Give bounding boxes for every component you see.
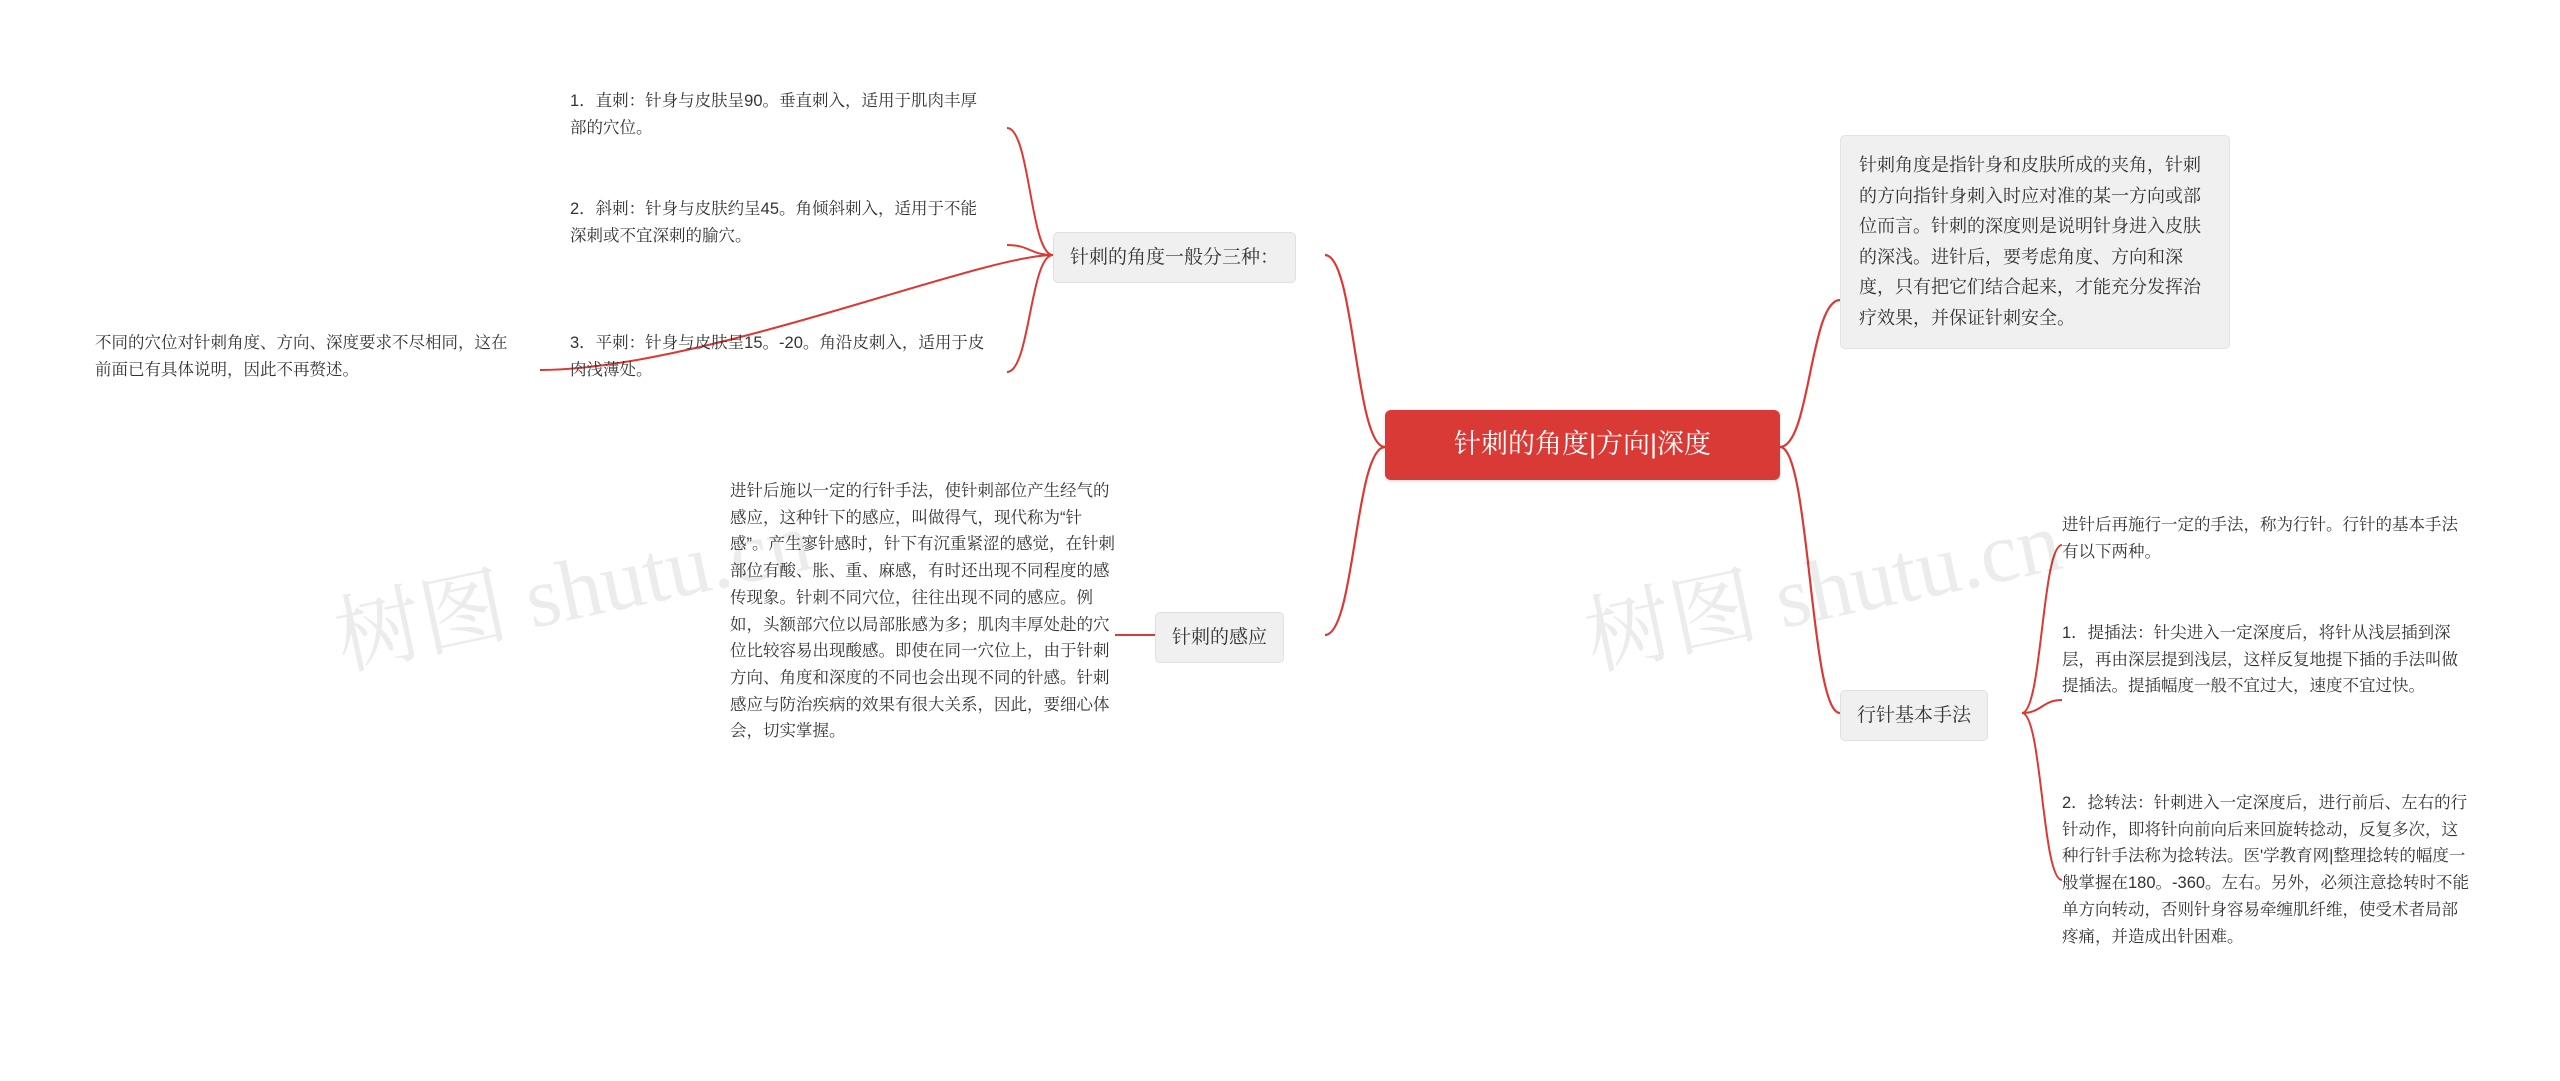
- watermark-right: 树图 shutu.cn: [1576, 492, 2069, 687]
- right-paragraph-angle-direction-depth: 针刺角度是指针身和皮肤所成的夹角，针刺的方向指针身刺入时应对准的某一方向或部位而言。针刺的深度则是说明针身进入皮肤的深浅。进针后，要考虑角度、方向和深度，只有把它们结合起来，才能充分发挥治疗效果，并保证针刺安全。: [1840, 135, 2230, 349]
- leaf-angle-perpendicular: 1．直刺：针身与皮肤呈90。垂直刺入，适用于肌肉丰厚部的穴位。: [570, 92, 978, 137]
- leaf-twirling-rotating: 2．捻转法：针刺进入一定深度后，进行前后、左右的行针动作，即将针向前向后来回旋转捻动，反复多次，这种行针手法称为捻转法。医'学教育网|整理捻转的幅度一般掌握在180。-360。左右。另外，必须注意捻转时不能单方向转动，否则针身容易牵缠肌纤维，使受术者局部疼痛，并造成出针困难。: [2062, 794, 2470, 946]
- leaf-lifting-thrusting: 1．提插法：针尖进入一定深度后，将针从浅层插到深层，再由深层提到浅层，这样反复地提下插的手法叫做提插法。提插幅度一般不宜过大，速度不宜过快。: [2062, 624, 2458, 696]
- leaf-angle-oblique: 2．斜刺：针身与皮肤约呈45。角倾斜刺入，适用于不能深刺或不宜深刺的腧穴。: [570, 200, 978, 245]
- leaf-xingzhen-intro: 进针后再施行一定的手法，称为行针。行针的基本手法有以下两种。: [2062, 516, 2458, 561]
- branch-needle-sensation[interactable]: 针刺的感应: [1155, 612, 1284, 663]
- left-note-depth-requirements: 不同的穴位对针刺角度、方向、深度要求不尽相同，这在前面已有具体说明，因此不再赘述。: [95, 334, 508, 379]
- watermark-left: 树图 shutu.cn: [326, 492, 819, 687]
- leaf-angle-horizontal: 3．平刺：针身与皮肤呈15。-20。角沿皮刺入，适用于皮肉浅薄处。: [570, 334, 985, 379]
- branch-angle-types[interactable]: 针刺的角度一般分三种：: [1053, 232, 1296, 283]
- branch-basic-manipulation[interactable]: 行针基本手法: [1840, 690, 1988, 741]
- leaf-needle-sensation-text: 进针后施以一定的行针手法，使针刺部位产生经气的感应，这种针下的感应，叫做得气，现代称为“针感”。产生寥针感时，针下有沉重紧涩的感觉，在针刺部位有酸、胀、重、麻感，有时还出现不同程度的感传现象。针刺不同穴位，往往出现不同的感应。例如，头额部穴位以局部胀感为多；肌肉丰厚处赴的穴位比较容易出现酸感。即使在同一穴位上，由于针刺方向、角度和深度的不同也会出现不同的针感。针刺感应与防治疾病的效果有很大关系，因此，要细心体会，切实掌握。: [730, 482, 1115, 741]
- root-node[interactable]: 针刺的角度|方向|深度: [1385, 410, 1780, 480]
